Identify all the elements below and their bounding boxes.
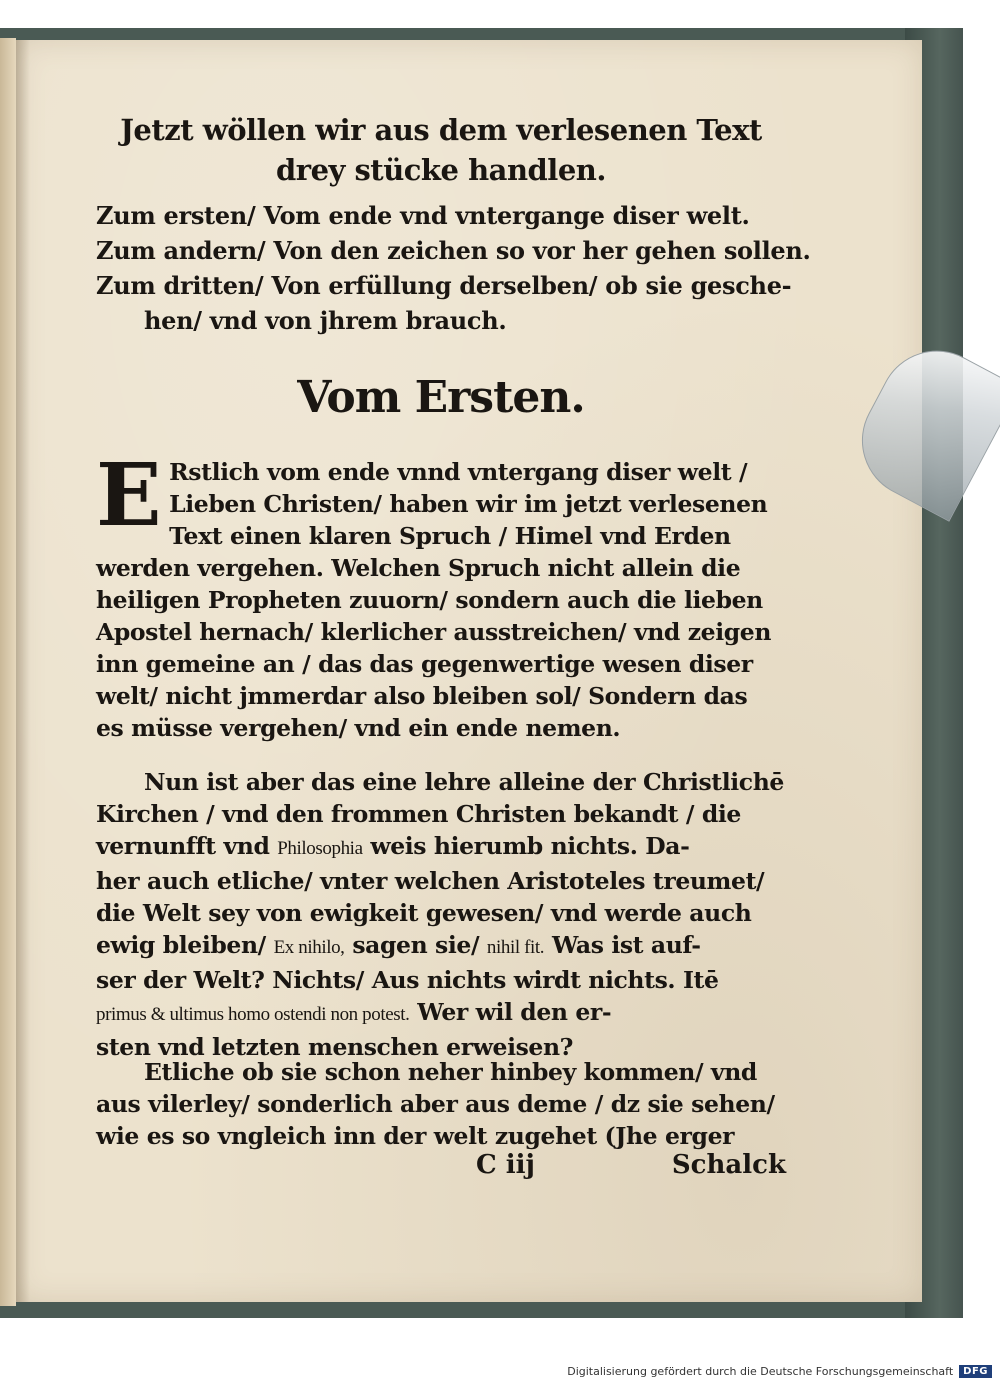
text-segment: weis hierumb nichts. Da- <box>362 832 690 860</box>
text-line <box>96 929 786 964</box>
latin-term: Ex nihilo, <box>273 937 345 958</box>
list-item-3-continued: hen/ vnd von jhrem brauch. <box>144 306 507 335</box>
text-segment: ewig bleiben/ <box>96 931 274 959</box>
list-item-1: Zum ersten/ Vom ende vnd vntergange diser welt. <box>96 201 750 230</box>
text-line <box>96 996 786 1031</box>
paragraph-3 <box>96 1056 786 1152</box>
heading-line-2: drey stücke handlen. <box>276 153 606 187</box>
text-line: Text einen klaren Spruch / Himel vnd Erden <box>169 522 731 550</box>
text-line: Lieben Christen/ haben wir im jetzt verlesenen <box>169 490 768 518</box>
text-line: werden vergehen. Welchen Spruch nicht allein die <box>96 554 741 582</box>
text-line: Kirchen / vnd den frommen Christen bekandt / die <box>96 800 741 828</box>
text-line: aus vilerley/ sonderlich aber aus deme / dz sie sehen/ <box>96 1090 775 1118</box>
text-line: Nun ist aber das eine lehre alleine der Christlichē <box>144 768 784 796</box>
signature-mark: C iij <box>476 1150 535 1180</box>
credit-text: Digitalisierung gefördert durch die Deutsche Forschungsgemeinschaft <box>567 1365 954 1378</box>
paragraph-2 <box>96 766 786 1063</box>
text-line: inn gemeine an / das das gegenwertige wesen diser <box>96 650 753 678</box>
latin-term: primus & ultimus homo ostendi non potest. <box>96 1004 410 1025</box>
section-title: Vom Ersten. <box>297 372 585 423</box>
heading-line-1: Jetzt wöllen wir aus dem verlesenen Text <box>120 113 762 147</box>
text-line: die Welt sey von ewigkeit gewesen/ vnd werde auch <box>96 899 752 927</box>
catchword: Schalck <box>671 1150 786 1180</box>
text-segment: Was ist auf- <box>544 931 701 959</box>
text-line: Rstlich vom ende vnnd vntergang diser welt / <box>169 458 748 486</box>
digitization-credit <box>567 1365 992 1378</box>
list-item-2: Zum andern/ Von den zeichen so vor her gehen sollen. <box>96 236 811 265</box>
text-segment: vernunfft vnd <box>96 832 278 860</box>
latin-term: Philosophia <box>277 838 363 859</box>
paragraph-1 <box>96 445 786 744</box>
page-footer-line <box>96 1150 786 1186</box>
text-line: sten vnd letzten menschen erweisen? <box>96 1033 574 1061</box>
text-line: her auch etliche/ vnter welchen Aristoteles treumet/ <box>96 867 765 895</box>
text-line: wie es so vngleich inn der welt zugehet (Jhe erger <box>96 1122 735 1150</box>
text-line <box>96 830 786 865</box>
topic-list <box>96 198 811 338</box>
latin-term: nihil fit. <box>486 937 545 958</box>
text-segment: sagen sie/ <box>344 931 487 959</box>
text-line: Etliche ob sie schon neher hinbey kommen/ vnd <box>144 1058 757 1086</box>
gutter-shadow <box>16 40 30 1302</box>
text-line: es müsse vergehen/ vnd ein ende nemen. <box>96 714 621 742</box>
text-segment: Wer wil den er- <box>409 998 612 1026</box>
text-line: ser der Welt? Nichts/ Aus nichts wirdt nichts. Itē <box>96 966 719 994</box>
text-line: Apostel hernach/ klerlicher ausstreichen/ vnd zeigen <box>96 618 772 646</box>
page-heading <box>96 110 786 190</box>
facing-page-edge <box>0 38 16 1306</box>
drop-capital: E <box>96 445 162 546</box>
list-item-3: Zum dritten/ Von erfüllung derselben/ ob sie gesche- <box>96 271 792 300</box>
text-line: welt/ nicht jmmerdar also bleiben sol/ Sondern das <box>96 682 748 710</box>
text-line: heiligen Propheten zuuorn/ sondern auch die lieben <box>96 586 763 614</box>
dfg-logo: DFG <box>959 1365 992 1378</box>
